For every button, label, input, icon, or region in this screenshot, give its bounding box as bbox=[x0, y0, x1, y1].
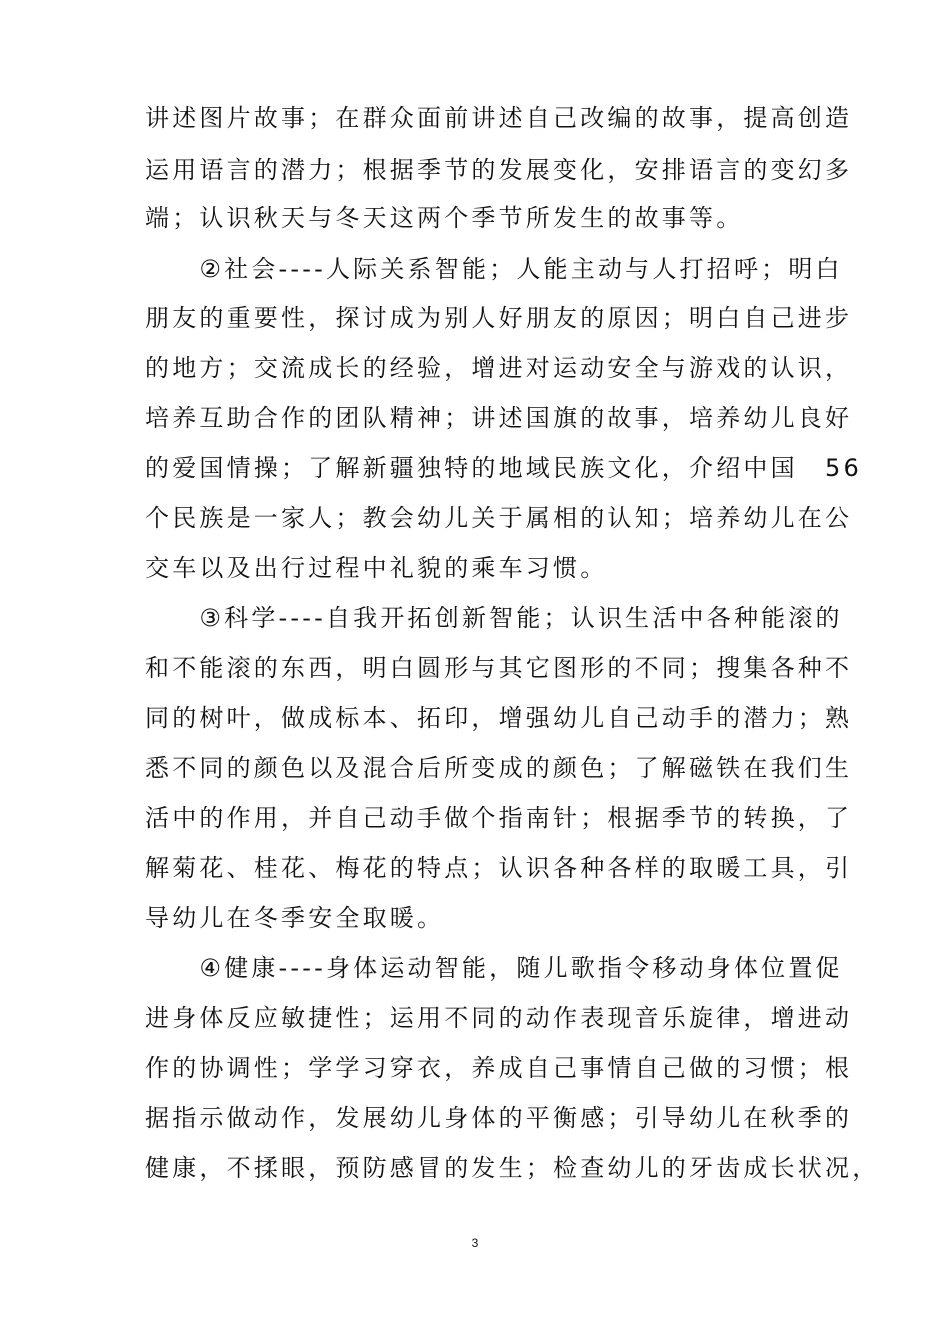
text-line: 讲述图片故事；在群众面前讲述自己改编的故事，提高创造 bbox=[145, 104, 853, 132]
text-line: ④健康----身体运动智能，随儿歌指令移动身体位置促 bbox=[145, 954, 843, 982]
text-line: 活中的作用，并自己动手做个指南针；根据季节的转换，了 bbox=[145, 804, 853, 832]
text-line: ③科学----自我开拓创新智能；认识生活中各种能滚的 bbox=[145, 604, 843, 632]
text-line: 健康，不揉眼，预防感冒的发生；检查幼儿的牙齿成长状况， bbox=[145, 1154, 880, 1182]
text-line: 交车以及出行过程中礼貌的乘车习惯。 bbox=[145, 554, 608, 582]
text-line: 导幼儿在冬季安全取暖。 bbox=[145, 904, 445, 932]
text-line: 的地方；交流成长的经验，增进对运动安全与游戏的认识， bbox=[145, 354, 853, 382]
text-line: 解菊花、桂花、梅花的特点；认识各种各样的取暖工具，引 bbox=[145, 854, 853, 882]
text-line: 作的协调性；学学习穿衣，养成自己事情自己做的习惯；根 bbox=[145, 1054, 853, 1082]
text-line: 朋友的重要性，探讨成为别人好朋友的原因；明白自己进步 bbox=[145, 304, 853, 332]
page-number: 3 bbox=[471, 1236, 479, 1250]
text-line: 个民族是一家人；教会幼儿关于属相的认知；培养幼儿在公 bbox=[145, 504, 853, 532]
text-line: 的爱国情操；了解新疆独特的地域民族文化，介绍中国 56 bbox=[145, 454, 862, 482]
text-line: 端；认识秋天与冬天这两个季节所发生的故事等。 bbox=[145, 204, 744, 232]
text-line: ②社会----人际关系智能；人能主动与人打招呼；明白 bbox=[145, 255, 843, 283]
text-line: 进身体反应敏捷性；运用不同的动作表现音乐旋律，增进动 bbox=[145, 1004, 853, 1032]
text-line: 据指示做动作，发展幼儿身体的平衡感；引导幼儿在秋季的 bbox=[145, 1104, 853, 1132]
text-line: 运用语言的潜力；根据季节的发展变化，安排语言的变幻多 bbox=[145, 156, 853, 184]
text-line: 培养互助合作的团队精神；讲述国旗的故事，培养幼儿良好 bbox=[145, 404, 853, 432]
text-line: 悉不同的颜色以及混合后所变成的颜色；了解磁铁在我们生 bbox=[145, 754, 853, 782]
text-line: 和不能滚的东西，明白圆形与其它图形的不同；搜集各种不 bbox=[145, 654, 853, 682]
text-line: 同的树叶，做成标本、拓印，增强幼儿自己动手的潜力；熟 bbox=[145, 704, 853, 732]
